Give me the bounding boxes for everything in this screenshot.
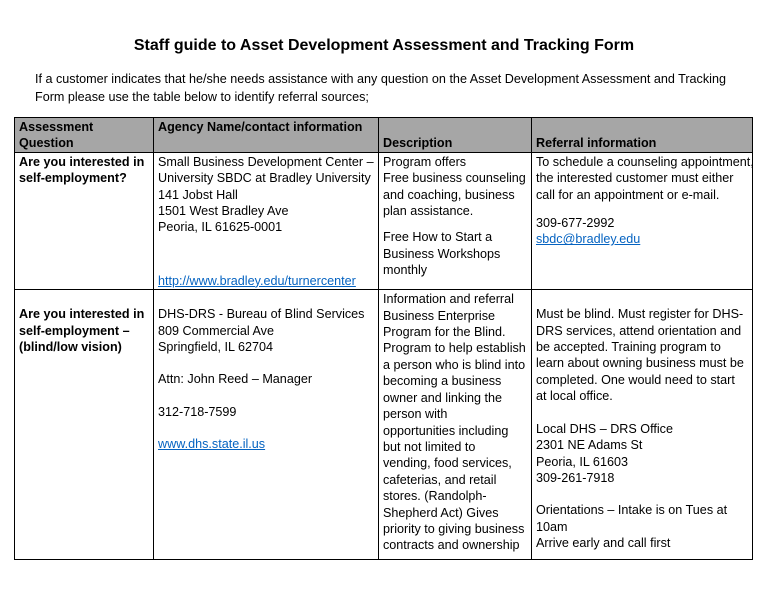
description-line: person with xyxy=(383,407,448,422)
referral-table xyxy=(14,117,753,560)
agency-attn: Attn: John Reed – Manager xyxy=(158,372,313,387)
header-description: Description xyxy=(379,118,532,153)
referral-phone: 309-677-2992 xyxy=(536,216,615,231)
description-line: and coaching, business xyxy=(383,187,515,202)
agency-line: Springfield, IL 62704 xyxy=(158,340,274,355)
referral-orientation-line: 10am xyxy=(536,519,568,534)
referral-line: To schedule a counseling appointment, xyxy=(536,154,754,169)
question-line: self-employment? xyxy=(19,171,127,186)
referral-line: Must be blind. Must register for DHS- xyxy=(536,307,744,322)
intro-line: If a customer indicates that he/she needs assistance with any question on the Asset Development Assessment and Tracking xyxy=(35,72,726,86)
description-line: Information and referral xyxy=(383,292,514,307)
description-line: Business Workshops xyxy=(383,246,501,261)
question-line: Are you interested in xyxy=(19,307,145,322)
referral-cell xyxy=(532,152,753,289)
referral-orientation-line: Arrive early and call first xyxy=(536,536,671,551)
agency-cell xyxy=(154,152,379,289)
question-line: self-employment – xyxy=(19,323,130,338)
description-line: Free business counseling xyxy=(383,171,526,186)
header-question xyxy=(15,118,154,153)
description-line: contracts and ownership xyxy=(383,538,520,553)
referral-office-line: 309-261-7918 xyxy=(536,470,615,485)
description-line: but not limited to xyxy=(383,439,476,454)
table-row xyxy=(15,290,753,560)
referral-line: call for an appointment or e-mail. xyxy=(536,187,720,202)
description-line: opportunities including xyxy=(383,423,509,438)
description-line: Shepherd Act) Gives xyxy=(383,505,499,520)
header-question-line: Assessment xyxy=(19,120,94,134)
question-cell xyxy=(15,290,154,560)
agency-line: DHS-DRS - Bureau of Blind Services xyxy=(158,307,365,322)
referral-line: the interested customer must either xyxy=(536,171,734,186)
agency-website-link[interactable]: www.dhs.state.il.us xyxy=(158,437,266,452)
question-cell xyxy=(15,152,154,289)
intro-paragraph xyxy=(35,70,745,107)
description-line: priority to giving business xyxy=(383,521,525,536)
table-row xyxy=(15,152,753,289)
referral-line: learn about owning business must be xyxy=(536,356,744,371)
description-line: monthly xyxy=(383,263,428,278)
agency-line: Peoria, IL 61625-0001 xyxy=(158,220,283,235)
description-line: Program for the Blind. xyxy=(383,325,506,340)
document-title: Staff guide to Asset Development Assessment and Tracking Form xyxy=(133,37,635,54)
referral-line: completed. One would need to start xyxy=(536,372,735,387)
description-line: cafeterias, and retail xyxy=(383,472,497,487)
agency-website-link[interactable]: http://www.bradley.edu/turnercenter xyxy=(158,273,356,288)
question-line: Are you interested in xyxy=(19,154,145,169)
referral-office-line: 2301 NE Adams St xyxy=(536,438,643,453)
header-referral: Referral information xyxy=(532,118,753,153)
agency-line: 1501 West Bradley Ave xyxy=(158,204,289,219)
intro-line: Form please use the table below to identify referral sources; xyxy=(35,90,369,105)
agency-line: University SBDC at Bradley University xyxy=(158,171,371,186)
header-agency: Agency Name/contact information xyxy=(154,118,379,153)
description-line: owner and linking the xyxy=(383,390,503,405)
description-line: Business Enterprise xyxy=(383,308,495,323)
referral-cell xyxy=(532,290,753,560)
agency-line: 809 Commercial Ave xyxy=(158,323,274,338)
agency-cell xyxy=(154,290,379,560)
description-line: Program to help establish xyxy=(383,341,526,356)
referral-office-line: Local DHS – DRS Office xyxy=(536,421,673,436)
referral-orientation-line: Orientations – Intake is on Tues at xyxy=(536,503,728,518)
description-line: Program offers xyxy=(383,154,467,169)
referral-line: at local office. xyxy=(536,389,613,404)
agency-line: 141 Jobst Hall xyxy=(158,187,238,202)
header-question-line: Question xyxy=(19,136,74,151)
referral-line: DRS services, attend orientation and xyxy=(536,323,742,338)
description-cell xyxy=(379,152,532,289)
description-line: stores. (Randolph- xyxy=(383,489,487,504)
description-line: a person who is blind into xyxy=(383,357,526,372)
question-line: (blind/low vision) xyxy=(19,340,122,355)
agency-phone: 312-718-7599 xyxy=(158,404,237,419)
description-cell xyxy=(379,290,532,560)
referral-office-line: Peoria, IL 61603 xyxy=(536,454,628,469)
agency-line: Small Business Development Center – xyxy=(158,154,374,169)
description-line: Free How to Start a xyxy=(383,230,493,245)
referral-email-link[interactable]: sbdc@bradley.edu xyxy=(536,232,641,247)
description-line: plan assistance. xyxy=(383,204,474,219)
table-header-row xyxy=(15,118,753,153)
description-line: vending, food services, xyxy=(383,456,512,471)
description-line: becoming a business xyxy=(383,374,502,389)
referral-line: be accepted. Training program to xyxy=(536,340,721,355)
